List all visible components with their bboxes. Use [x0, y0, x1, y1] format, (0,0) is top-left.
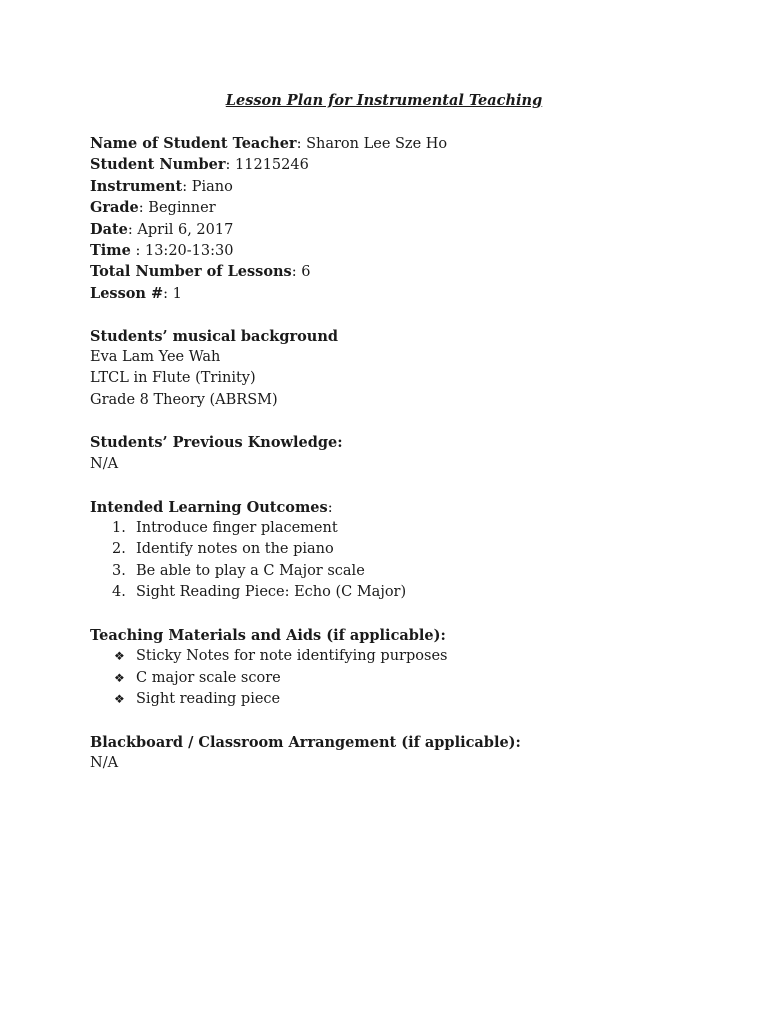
spacer — [90, 411, 710, 432]
field-value: 11215246 — [235, 157, 309, 174]
field-value: 13:20-13:30 — [144, 242, 234, 259]
field-total-lessons — [90, 261, 710, 282]
field-label: Instrument — [90, 177, 183, 195]
outcomes-heading-colon: : — [327, 499, 333, 516]
field-label: Grade — [90, 199, 139, 217]
field-separator: : — [138, 200, 149, 217]
list-item — [90, 646, 710, 667]
outcomes-list — [90, 518, 710, 604]
field-separator: : — [296, 136, 307, 152]
arrangement-value: N/A — [90, 755, 119, 772]
document-title: Lesson Plan for Instrumental Teaching — [225, 92, 543, 109]
diamond-bullet-icon: ❖ — [114, 649, 125, 664]
section-heading-background: Students’ musical background — [90, 327, 338, 345]
background-line: LTCL in Flute (Trinity) — [90, 370, 256, 387]
field-value: 6 — [301, 264, 311, 281]
background-line: Eva Lam Yee Wah — [90, 348, 221, 365]
list-item-text: Be able to play a C Major scale — [136, 562, 365, 579]
section-heading-materials: Teaching Materials and Aids (if applicable): — [90, 626, 446, 644]
field-value: Sharon Lee Sze Ho — [306, 136, 448, 152]
list-item-number: 1. — [112, 520, 126, 537]
list-item — [90, 689, 710, 710]
field-label: Student Number — [90, 156, 226, 174]
field-instrument — [90, 176, 710, 197]
field-value: Beginner — [148, 200, 216, 217]
spacer — [90, 711, 710, 732]
previous-knowledge-value: N/A — [90, 455, 119, 472]
materials-list — [90, 646, 710, 710]
field-lesson-number — [90, 283, 710, 304]
field-separator: : — [127, 221, 138, 238]
section-heading-arrangement: Blackboard / Classroom Arrangement (if applicable): — [90, 733, 521, 751]
list-item — [90, 582, 710, 603]
section-heading-outcomes — [90, 497, 710, 518]
field-separator: : — [291, 264, 302, 281]
field-grade — [90, 197, 710, 218]
field-label: Total Number of Lessons — [90, 263, 292, 281]
list-item-number: 2. — [112, 541, 126, 558]
list-item-text: Introduce finger placement — [136, 520, 338, 537]
list-item-number: 4. — [112, 584, 126, 601]
list-item-text: C major scale score — [136, 669, 281, 686]
field-student-teacher — [90, 133, 710, 154]
section-heading-previous-knowledge: Students’ Previous Knowledge: — [90, 434, 343, 452]
background-line: Grade 8 Theory (ABRSM) — [90, 391, 278, 408]
list-item-text: Sight Reading Piece: Echo (C Major) — [136, 584, 407, 601]
field-separator: : — [225, 157, 236, 174]
field-student-number — [90, 154, 710, 175]
diamond-bullet-icon: ❖ — [114, 670, 125, 685]
list-item-number: 3. — [112, 562, 126, 579]
field-separator: : — [163, 285, 173, 302]
field-label: Name of Student Teacher — [90, 135, 297, 152]
spacer — [90, 475, 710, 496]
field-value: 1 — [172, 285, 182, 302]
list-item — [90, 668, 710, 689]
field-date — [90, 219, 710, 240]
list-item-text: Sticky Notes for note identifying purposes — [136, 648, 448, 665]
list-item — [90, 561, 710, 582]
spacer — [90, 604, 710, 625]
spacer — [90, 304, 710, 325]
field-separator: : — [130, 242, 145, 259]
document-body — [90, 133, 710, 775]
diamond-bullet-icon: ❖ — [114, 692, 125, 707]
field-label: Date — [90, 220, 128, 238]
field-value: April 6, 2017 — [137, 221, 234, 238]
field-label: Lesson # — [90, 284, 164, 302]
field-time — [90, 240, 710, 261]
list-item-text: Sight reading piece — [136, 691, 281, 708]
field-separator: : — [182, 178, 192, 195]
list-item — [90, 539, 710, 560]
list-item-text: Identify notes on the piano — [136, 541, 334, 558]
field-label: Time — [90, 241, 131, 259]
list-item — [90, 518, 710, 539]
field-value: Piano — [191, 178, 233, 195]
outcomes-heading-text: Intended Learning Outcomes — [90, 498, 328, 516]
